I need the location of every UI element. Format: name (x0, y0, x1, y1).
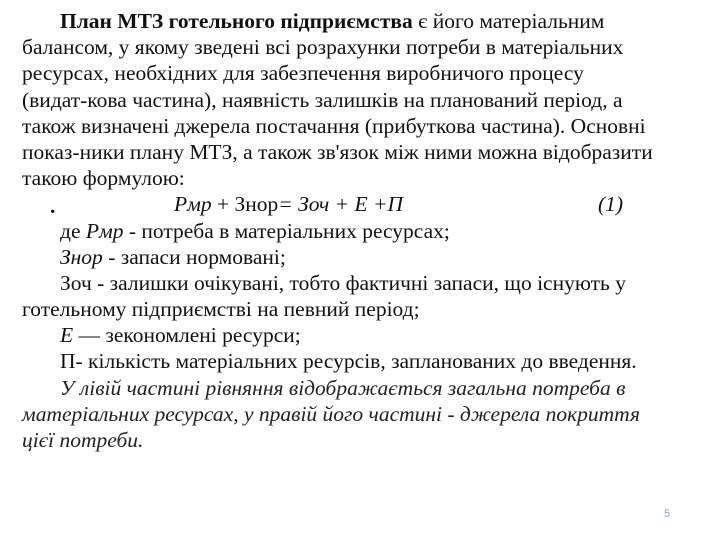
definition-rmr: де Рмр - потреба в матеріальних ресурсах; (60, 218, 450, 243)
paragraph-intro-line-2: балансом, у якому зведені всі розрахунки потреби в матеріальних (22, 35, 624, 60)
definition-p: П- кількість матеріальних ресурсів, запланованих до введення. (60, 349, 637, 374)
definition-zoch-line-2: готельному підприємстві на певний період; (22, 297, 420, 322)
conclusion-line-1: У лівій частині рівняння відображається загальна потреба в (60, 375, 626, 400)
definition-e: Е — зекономлені ресурси; (60, 323, 301, 348)
formula-expression: Рмр + Знор= Зоч + Е +П (174, 192, 404, 217)
paragraph-intro-line-7: такою формулою: (22, 166, 185, 191)
plan-title-bold: План МТЗ готельного підприємства (60, 9, 413, 33)
paragraph-intro-line-3: ресурсах, необхідних для забезпечення виробничого процесу (22, 61, 584, 86)
conclusion-line-3: цієї потреби. (22, 428, 144, 452)
formula-bullet: . (50, 194, 56, 219)
paragraph-intro-line-6: показ-ники плану МТЗ, а також зв'язок між ними можна відобразити (22, 139, 653, 164)
conclusion-line-2: матеріальних ресурсах, у правій його частині - джерела покриття (22, 401, 640, 426)
paragraph-intro-line-1: План МТЗ готельного підприємства є його матеріальним (60, 9, 605, 33)
formula-line (22, 191, 700, 217)
page-number: 5 (664, 508, 671, 520)
formula-number: (1) (598, 192, 624, 217)
paragraph-intro-line-4: (видат-кова частина), наявність залишків на планований період, а (22, 87, 623, 112)
definition-zoch-line-1: Зоч - залишки очікувані, тобто фактичні запаси, що існують у (60, 270, 626, 295)
paragraph-intro-line-5: також визначені джерела постачання (прибуткова частина). Основні (22, 113, 646, 138)
definition-znor: Знор - запаси нормовані; (60, 244, 286, 269)
slide-body-text (22, 8, 700, 453)
